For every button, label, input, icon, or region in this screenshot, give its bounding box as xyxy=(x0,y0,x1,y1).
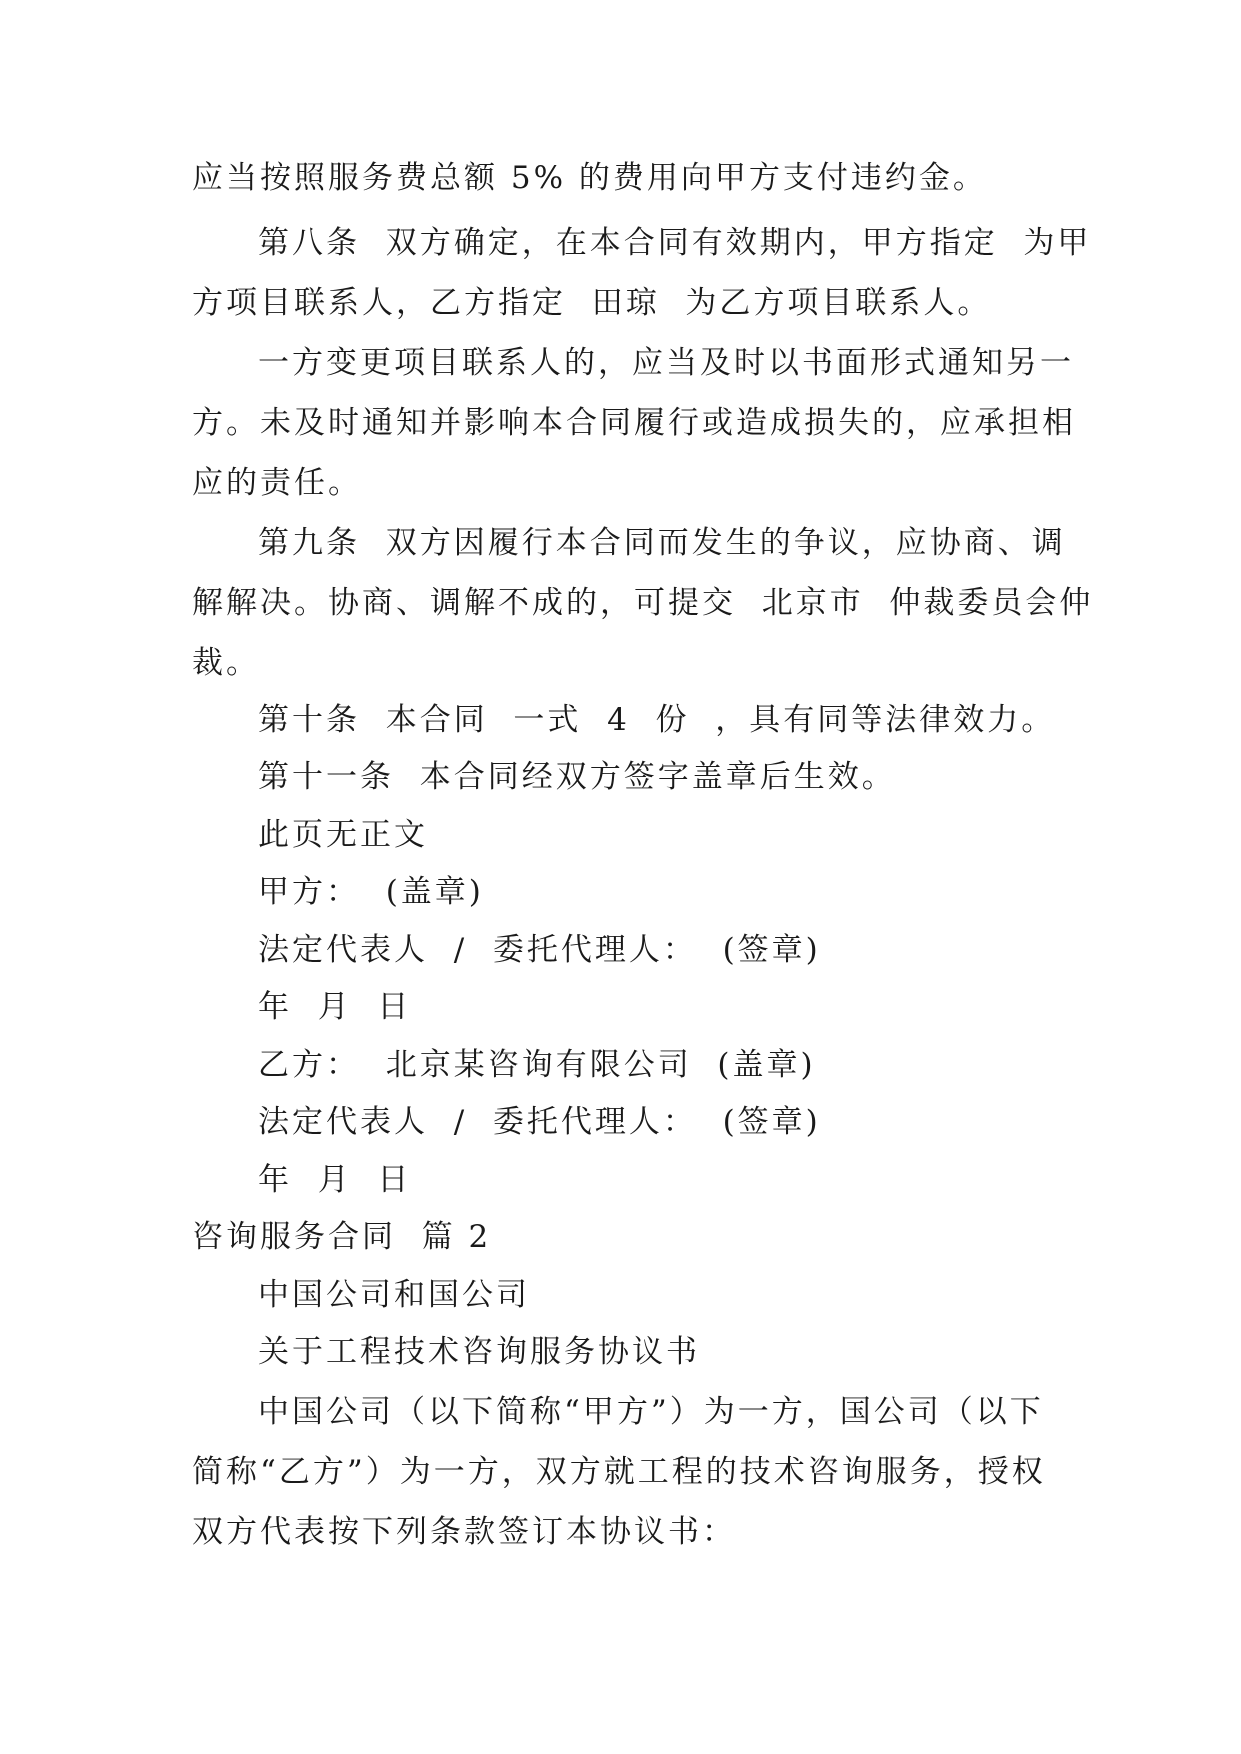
paragraph-line: 中国公司和国公司 xyxy=(258,1277,530,1313)
section-heading: 咨询服务合同 篇 2 xyxy=(192,1219,492,1255)
paragraph-line: 第十一条 本合同经双方签字盖章后生效。 xyxy=(258,759,896,795)
text-line: 方项目联系人，乙方指定 田琼 为乙方项目联系人。 xyxy=(192,285,992,321)
paragraph-line: 中国公司（以下简称“甲方”）为一方，国公司（以下 xyxy=(258,1394,1044,1430)
date-line: 年 月 日 xyxy=(258,1162,412,1198)
signature-line: 法定代表人 / 委托代理人： (签章) xyxy=(258,1104,821,1140)
text-line: 简称“乙方”）为一方，双方就工程的技术咨询服务，授权 xyxy=(192,1454,1046,1490)
paragraph-line: 关于工程技术咨询服务协议书 xyxy=(258,1334,700,1370)
paragraph-line: 此页无正文 xyxy=(258,817,428,853)
paragraph-line: 一方变更项目联系人的，应当及时以书面形式通知另一 xyxy=(258,345,1074,381)
text-line: 解解决。协商、调解不成的，可提交 北京市 仲裁委员会仲 xyxy=(192,585,1094,621)
text-line: 方。未及时通知并影响本合同履行或造成损失的，应承担相 xyxy=(192,405,1076,441)
paragraph-line: 第九条 双方因履行本合同而发生的争议，应协商、调 xyxy=(258,525,1066,561)
date-line: 年 月 日 xyxy=(258,989,412,1025)
paragraph-line: 第八条 双方确定，在本合同有效期内，甲方指定 为甲 xyxy=(258,225,1092,261)
signature-line: 法定代表人 / 委托代理人： (签章) xyxy=(258,932,821,968)
text-line: 裁。 xyxy=(192,645,260,681)
text-line: 双方代表按下列条款签订本协议书： xyxy=(192,1514,736,1550)
signature-line: 乙方： 北京某咨询有限公司 (盖章) xyxy=(258,1047,816,1083)
signature-line: 甲方： (盖章) xyxy=(258,874,484,910)
text-line: 应的责任。 xyxy=(192,465,362,501)
paragraph-line: 第十条 本合同 一式 4 份 ，具有同等法律效力。 xyxy=(258,702,1056,738)
text-line: 应当按照服务费总额 5% 的费用向甲方支付违约金。 xyxy=(192,160,987,196)
